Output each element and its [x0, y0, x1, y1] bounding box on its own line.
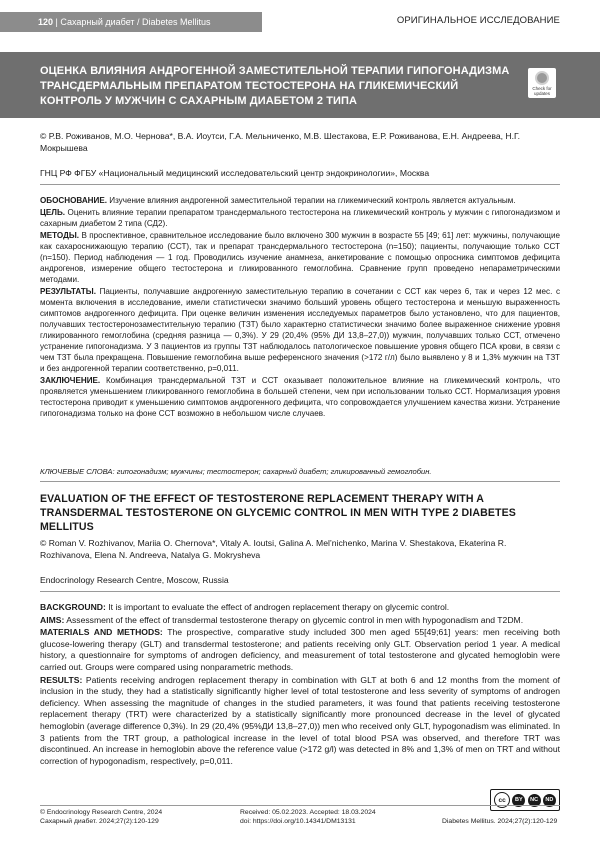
abstract-paragraph: [40, 195, 560, 206]
abstract-paragraph: [40, 602, 560, 614]
divider: [40, 184, 560, 185]
section-text: Patients receiving androgen replacement therapy in combination with GLT at both 6 and 12 months from the moment of inclusion in the study, they had a statistically significantly higher level of total testosterone and less severity of symptoms of androgen deficiency. When assessing the magnitude of changes in the studied parameters, it was found that patients receiving testosterone replacement therapy (TRT) were characterized by a statistically significantly more pronounced decrease in the level of glycated hemoglobin (average difference 0,3%). In 29 (20,4% (95%ДИ 13,8–27,0)) men who received only GLT, hypogonadism was eliminated. In 3 patients from the TRT group, a pathological increase in the level of total blood PSA was observed, and therefore TRT was discontinued. An increase in hemoglobin above the reference value (>172 g/l) was detected in 8% and 1,3% of men on TRT and without correction of hypogonadism, respectively, p=0,011.: [40, 674, 560, 766]
abstract-paragraph: [40, 207, 560, 229]
article-title-ru: ОЦЕНКА ВЛИЯНИЯ АНДРОГЕННОЙ ЗАМЕСТИТЕЛЬНОЙ ТЕРАПИИ ГИПОГОНАДИЗМА ТРАНСДЕРМАЛЬНЫМ ПРЕПАРАТОМ ТЕСТОСТЕРОНА НА ГЛИКЕМИЧЕСКИЙ КОНТРОЛЬ У МУЖЧИН С САХАРНЫМ ДИАБЕТОМ 2 ТИПА: [40, 65, 510, 107]
section-text: В проспективное, сравнительное исследование было включено 300 мужчин в возрасте 55 [49; 61] лет: мужчины, получающие как сахароснижающую терапию (ССТ), так и препарат трансдермального тестостерона (n=150); пациенты, получающие только ССТ (n=150). Период наблюдения — 1 год. Проводились изучение анамнеза, анкетирование с помощью опросника симптомов дефицита андрогенов, измерение общего тестостерона и гликированного гемоглобина. Сравнение групп проведено непараметрическими методами.: [40, 231, 560, 284]
section-lead: BACKGROUND:: [40, 602, 106, 612]
section-lead: MATERIALS AND METHODS:: [40, 627, 163, 638]
section-label: ОРИГИНАЛЬНОЕ ИССЛЕДОВАНИЕ: [396, 15, 560, 26]
section-lead: МЕТОДЫ.: [40, 231, 80, 240]
citation-ru: Сахарный диабет. 2024;27(2):120-129: [40, 818, 159, 825]
abstract-paragraph: [40, 675, 560, 768]
nc-icon: NC: [528, 794, 541, 807]
abstract-paragraph: [40, 286, 560, 374]
section-lead: RESULTS:: [40, 674, 83, 685]
page-footer: [40, 805, 560, 835]
nd-icon: ND: [543, 794, 556, 807]
section-lead: ОБОСНОВАНИЕ.: [40, 196, 107, 205]
check-for-updates-badge[interactable]: [528, 68, 556, 98]
running-header: [0, 0, 600, 40]
authors-en: © Roman V. Rozhivanov, Mariia O. Chernova*, Vitaly A. Ioutsi, Galina A. Mel’nichenko, Marina V. Shestakova, Ekaterina R. Rozhivanova, Elena N. Andreeva, Natalya G. Mokrysheva: [40, 538, 507, 560]
section-lead: РЕЗУЛЬТАТЫ.: [40, 287, 96, 296]
check-updates-label: Check for updates: [532, 86, 552, 96]
citation-en: Diabetes Mellitus. 2024;27(2):120-129: [442, 818, 558, 825]
affiliation-ru: ГНЦ РФ ФГБУ «Национальный медицинский исследовательский центр эндокринологии», Москва: [40, 168, 430, 178]
journal-name: Сахарный диабет / Diabetes Mellitus: [60, 17, 211, 27]
check-updates-icon: [535, 71, 549, 85]
abstract-paragraph: [40, 230, 560, 285]
received-dates: Received: 05.02.2023. Accepted: 18.03.2024: [240, 809, 376, 816]
article-title-en: EVALUATION OF THE EFFECT OF TESTOSTERONE REPLACEMENT THERAPY WITH A TRANSDERMAL TESTOSTERONE ON GLYCEMIC CONTROL IN MEN WITH TYPE 2 DIABETES MELLITUS: [40, 493, 516, 533]
cc-icon: cc: [494, 792, 510, 808]
keywords-ru: КЛЮЧЕВЫЕ СЛОВА: гипогонадизм; мужчины; тестостерон; сахарный диабет; гликированный гемоглобин.: [40, 467, 432, 476]
affiliation-en: Endocrinology Research Centre, Moscow, Russia: [40, 575, 229, 585]
abstract-en: [40, 602, 560, 768]
journal-tab: 120 | Сахарный диабет / Diabetes Mellitus: [0, 12, 262, 32]
section-lead: AIMS:: [40, 614, 65, 625]
abstract-paragraph: [40, 375, 560, 419]
divider: [40, 591, 560, 592]
title-band-ru: [0, 52, 600, 118]
section-text: Assessment of the effect of transdermal testosterone therapy on glycemic control in men with hypogonadism and T2DM.: [64, 614, 524, 625]
footer-left: [40, 808, 162, 826]
abstract-paragraph: [40, 627, 560, 673]
authors-ru: © Р.В. Роживанов, М.О. Чернова*, В.А. Иоутси, Г.А. Мельниченко, М.В. Шестакова, Е.Р. Роживанова, Е.Н. Андреева, Н.Г. Мокрышева: [40, 131, 521, 153]
section-lead: ЗАКЛЮЧЕНИЕ.: [40, 376, 101, 385]
section-text: Комбинация трансдермальной ТЗТ и ССТ оказывает положительное влияние на гликемический контроль, что проявляется уменьшением гликированного гемоглобина в большей степени, чем при использовании только ССТ. Нормализация уровня тестостерона приводит к уменьшению симптомов андрогенного дефицита, что сопровождается улучшением качества жизни. Устранение гипогонадизма только на фоне ССТ возможно в небольшом числе случаев.: [40, 376, 560, 418]
section-lead: ЦЕЛЬ.: [40, 208, 66, 217]
copyright: © Endocrinology Research Centre, 2024: [40, 809, 163, 816]
divider: [40, 481, 560, 482]
section-text: Изучение влияния андрогенной заместительной терапии на гликемический контроль является актуальным.: [107, 196, 516, 205]
footer-middle: [240, 808, 376, 826]
abstract-paragraph: [40, 615, 560, 627]
page-number: 120: [38, 17, 54, 27]
doi-link[interactable]: doi: https://doi.org/10.14341/DM13131: [240, 818, 356, 825]
abstract-ru: [40, 195, 560, 420]
section-text: Оценить влияние терапии препаратом трансдермального тестостерона на гликемический контроль у мужчин с гипогонадизмом и сахарным диабетом 2 типа (СД2).: [40, 208, 560, 228]
section-text: Пациенты, получавшие андрогенную заместительную терапию в сочетании с ССТ как через 6, так и через 12 мес. с момента включения в исследование, имели статистически значимо больший уровень общего тестостерона и меньшую выраженность симптомов андрогенного дефицита. При оценке величин изменения исследуемых параметров было установлено, что для пациентов, получавших тестостеронозаместительную терапию (ТЗТ) было характерно статистически значимо более выраженное снижение уровня гликированного гемоглобина (средняя разница — 0,3%). У 29 (20,4% (95% ДИ 13,8–27,0)) мужчин, получавших только ССТ, отмечено устранение гипогонадизма. У 3 пациентов из группы ТЗТ наблюдалось патологическое повышение уровня общего ПСА крови, в связи с чем ТЗТ была прекращена. Повышение гемоглобина выше референсного значения (>172 г/л) было выявлено у 8 и 1,3% мужчин на ТЗТ и без андрогенной терапии соответственно, p=0,011.: [40, 287, 560, 373]
section-text: It is important to evaluate the effect of androgen replacement therapy on glycemic control.: [105, 602, 450, 612]
footer-divider: [40, 805, 560, 806]
section-text: The prospective, comparative study included 300 men aged 55[49;61] years: men receiving both glucose-lowering therapy (GLT) and transdermal testosterone; and patients receiving only GLT. Observation period 1 year. A medical history, a questionnaire for symptoms of androgen deficiency, and measurement of total testosterone and glycated hemoglobin were carried out. Groups were compared using nonparametric methods.: [40, 627, 560, 672]
by-icon: BY: [512, 794, 525, 807]
